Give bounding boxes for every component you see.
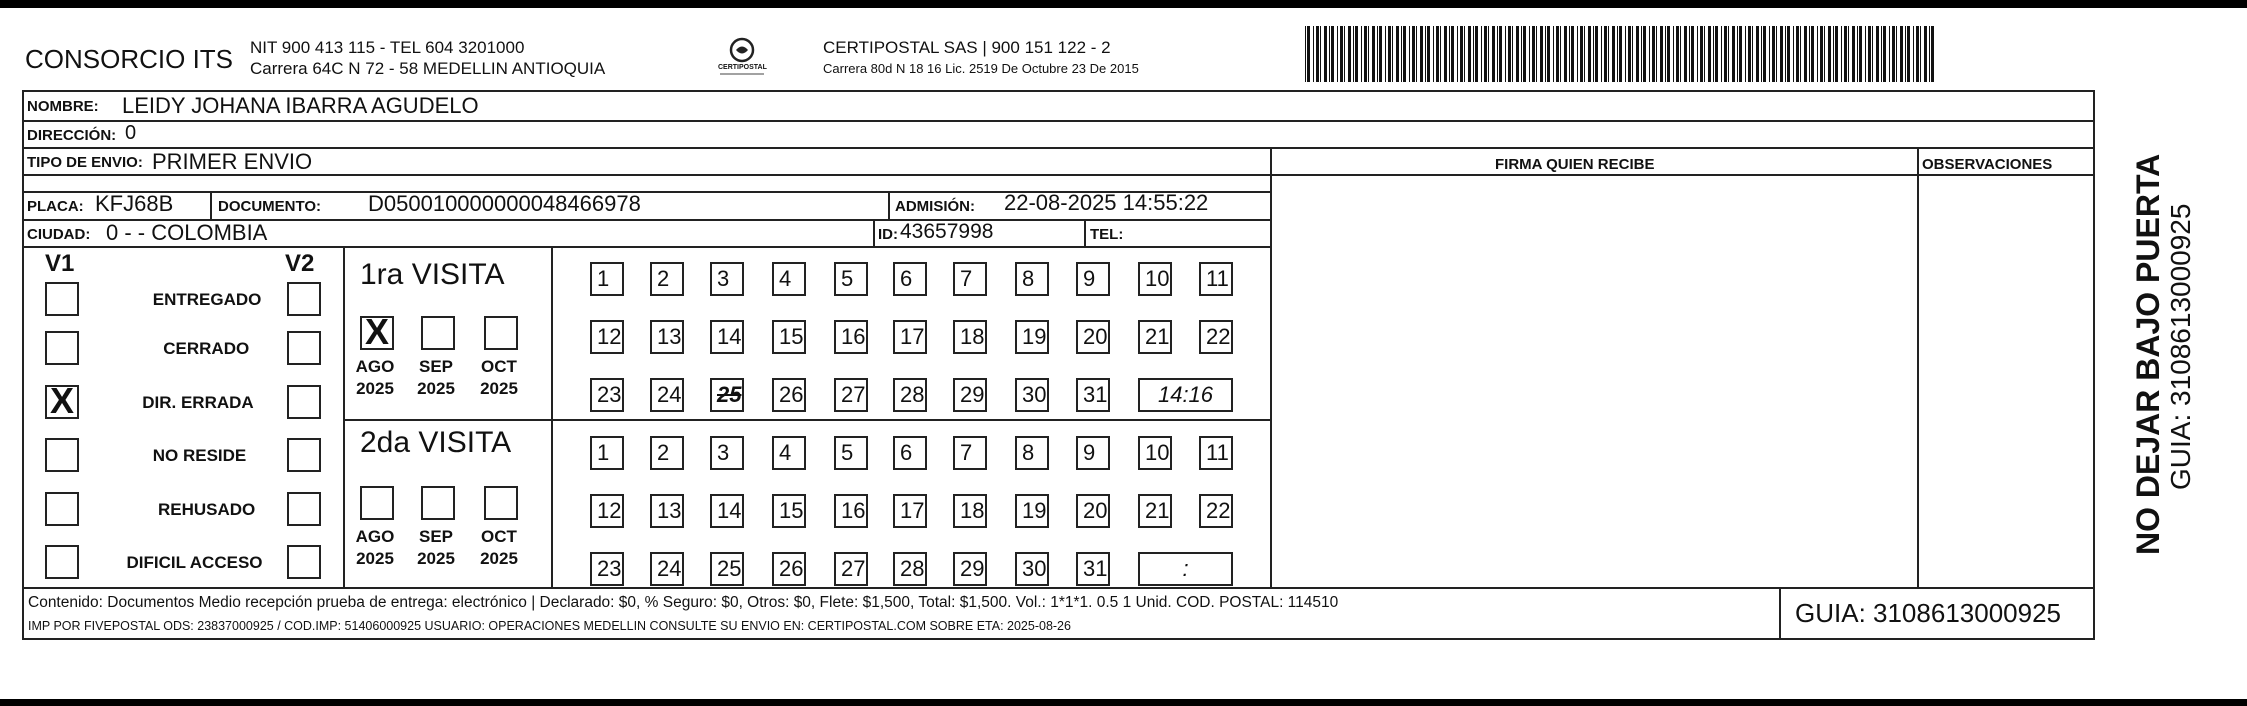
barcode-bar [1820,26,1823,82]
barcode-bar [1872,26,1873,82]
direccion-value: 0 [125,122,137,144]
barcode-bar [1916,26,1919,82]
barcode-bar [1907,26,1910,82]
barcode-bar [1512,26,1513,82]
barcode-bar [1713,26,1714,82]
v2-checkbox [287,545,321,579]
barcode-bar [1632,26,1633,82]
certipostal-logo [712,36,772,80]
barcode-bar [1532,26,1535,82]
barcode-bar [1748,26,1751,82]
barcode-bar [1724,26,1727,82]
barcode-bar [1601,26,1602,82]
day-box: 28 [893,552,927,586]
day-box: 24 [650,552,684,586]
day-box: 7 [953,436,987,470]
day-box: 4 [772,436,806,470]
day-box: 26 [772,378,806,412]
day-box: 5 [834,262,868,296]
v2-header: V2 [285,250,315,277]
day-box: 26 [772,552,806,586]
day-box: 31 [1076,552,1110,586]
barcode-bar [1368,26,1369,82]
day-box: 22 [1199,494,1233,528]
barcode-bar [1881,26,1882,82]
barcode-bar [1355,26,1358,82]
barcode-bar [1857,26,1858,82]
barcode-bar [1449,26,1450,82]
barcode-bar [1691,26,1694,82]
barcode-bar [1331,26,1334,82]
day-box: 27 [834,552,868,586]
barcode-bar [1392,26,1393,82]
tipo-envio-value: PRIMER ENVIO [152,149,313,174]
barcode-bar [1488,26,1489,82]
barcode-bar [1785,26,1786,82]
barcode-bar [1444,26,1447,82]
status-label: CERRADO [163,339,250,358]
placa-label: PLACA: [27,198,84,215]
day-box: 9 [1076,262,1110,296]
day-box: 29 [953,378,987,412]
barcode-bar [1763,26,1766,82]
barcode-bar [1475,26,1478,82]
barcode-bar [1560,26,1561,82]
barcode-bar [1649,26,1650,82]
barcode-bar [1385,26,1386,82]
barcode-bar [1896,26,1897,82]
barcode-bar [1636,26,1639,82]
day-box: 20 [1076,494,1110,528]
logo-text: CERTIPOSTAL [718,64,767,71]
admision-value: 22-08-2025 14:55:22 [1004,190,1209,215]
barcode-bar [1593,26,1594,82]
direccion-label: DIRECCIÓN: [27,127,117,144]
day-box: 14 [710,320,744,354]
day-box: 21 [1138,494,1172,528]
v2-checkbox [287,385,321,419]
barcode-bar [1844,26,1847,82]
barcode-bar [1772,26,1775,82]
contenido-line: Contenido: Documentos Medio recepción prueba de entrega: electrónico | Declarado: $0, % Seguro: $0, Otros: $0, Flete: $1,500, Total: $1,500. Vol.: 1*1*1. 0.5 1 Unid. COD. POSTAL: 114510 [28,594,1339,611]
day-box: 27 [834,378,868,412]
barcode-bar [1761,26,1762,82]
day-box: 17 [893,320,927,354]
barcode-bar [1776,26,1777,82]
barcode-bar [1833,26,1834,82]
barcode-bar [1619,26,1622,82]
v1-checkbox [45,545,79,579]
nombre-label: NOMBRE: [27,98,99,115]
barcode-bar [1316,26,1319,82]
barcode-bar [1305,26,1306,82]
barcode-bar [1824,26,1825,82]
barcode-bar [1337,26,1338,82]
v1-checkbox: X [45,385,79,419]
year-label: 2025 [356,379,394,398]
day-box: 21 [1138,320,1172,354]
time-box: 14:16 [1138,378,1233,412]
v1-checkbox [45,492,79,526]
barcode-bar [1497,26,1498,82]
barcode-bar [1796,26,1799,82]
time-box: : [1138,552,1233,586]
barcode-bar [1348,26,1351,82]
certipostal-line1: CERTIPOSTAL SAS | 900 151 122 - 2 [823,38,1111,57]
day-box: 19 [1015,494,1049,528]
barcode-bar [1656,26,1657,82]
month-label: SEP [418,527,454,546]
day-box: 20 [1076,320,1110,354]
id-value: 43657998 [900,220,994,243]
month-label: AGO [355,527,395,546]
day-box: 24 [650,378,684,412]
admision-label: ADMISIÓN: [895,198,975,215]
barcode-bar [1329,26,1330,82]
month-checkbox [360,486,394,520]
id-label: ID: [878,226,898,243]
barcode-bar [1667,26,1670,82]
day-box: 12 [590,320,624,354]
barcode-bar [1883,26,1886,82]
barcode-bar [1800,26,1801,82]
barcode-bar [1529,26,1530,82]
barcode-bar [1436,26,1439,82]
observaciones-label: OBSERVACIONES [1922,156,2053,173]
barcode-bar [1564,26,1567,82]
documento-label: DOCUMENTO: [218,198,322,215]
barcode-bar [1457,26,1458,82]
status-label: DIFICIL ACCESO [126,553,263,572]
barcode-bar [1612,26,1615,82]
barcode-bar [1427,26,1430,82]
day-box: 22 [1199,320,1233,354]
barcode-bar [1715,26,1718,82]
barcode-bar [1804,26,1807,82]
barcode-bar [1460,26,1463,82]
barcode-bar [1547,26,1550,82]
nombre-value: LEIDY JOHANA IBARRA AGUDELO [122,93,479,118]
barcode-bar [1892,26,1895,82]
barcode-bar [1492,26,1495,82]
barcode-bar [1752,26,1753,82]
barcode-bar [1313,26,1314,82]
barcode-bar [1473,26,1474,82]
day-box: 1 [590,436,624,470]
day-box: 2 [650,262,684,296]
barcode-bar [1499,26,1502,82]
tipo-envio-label: TIPO DE ENVIO: [27,154,143,171]
barcode-bar [1780,26,1783,82]
v1-checkbox [45,282,79,316]
day-box: 13 [650,494,684,528]
barcode-bar [1379,26,1382,82]
day-box: 16 [834,320,868,354]
barcode-bar [1396,26,1399,82]
barcode-bar [1571,26,1574,82]
barcode-bar [1604,26,1607,82]
barcode-bar [1732,26,1735,82]
barcode-bar [1811,26,1814,82]
tel-label: TEL: [1090,226,1124,243]
barcode-bar [1676,26,1679,82]
barcode-bar [1508,26,1511,82]
day-box: 13 [650,320,684,354]
barcode-bar [1931,26,1934,82]
day-box: 10 [1138,436,1172,470]
barcode-bar [1377,26,1378,82]
barcode-bar [1412,26,1415,82]
barcode-bar [1464,26,1465,82]
guia-footer: GUIA: 3108613000925 [1795,598,2061,628]
documento-value: D050010000000048466978 [368,191,641,216]
barcode-bar [1769,26,1770,82]
day-box: 15 [772,320,806,354]
status-label: REHUSADO [158,500,256,519]
barcode-bar [1643,26,1646,82]
barcode-bar [1403,26,1406,82]
day-box: 15 [772,494,806,528]
barcode-bar [1913,26,1914,82]
barcode-bar [1756,26,1759,82]
barcode-bar [1625,26,1626,82]
barcode-bar [1523,26,1526,82]
day-box: 11 [1199,436,1233,470]
barcode-bar [1728,26,1729,82]
status-label: ENTREGADO [152,290,262,309]
v1-header: V1 [45,250,75,277]
barcode-bar [1920,26,1921,82]
year-label: 2025 [417,379,455,398]
day-box: 11 [1199,262,1233,296]
barcode-bar [1595,26,1598,82]
visit1-title: 1ra VISITA [360,258,505,291]
barcode-bar [1420,26,1423,82]
no-dejar-bajo-puerta: NO DEJAR BAJO PUERTA [2130,153,2166,555]
day-box: 25 [710,378,744,412]
barcode-bar [1588,26,1591,82]
year-label: 2025 [417,549,455,568]
month-checkbox [421,486,455,520]
day-box: 29 [953,552,987,586]
barcode-bar [1859,26,1862,82]
day-box: 6 [893,262,927,296]
month-label: OCT [481,357,517,376]
day-box: 12 [590,494,624,528]
barcode-bar [1704,26,1705,82]
month-checkbox [484,316,518,350]
barcode-bar [1737,26,1738,82]
day-box: 2 [650,436,684,470]
firma-label: FIRMA QUIEN RECIBE [1495,156,1655,173]
day-box: 14 [710,494,744,528]
barcode-bar [1516,26,1519,82]
v1-checkbox [45,438,79,472]
barcode-bar [1425,26,1426,82]
status-label: DIR. ERRADA [142,393,254,412]
day-box: 31 [1076,378,1110,412]
bottom-border [0,699,2247,706]
barcode-bar [1580,26,1583,82]
barcode-bar [1401,26,1402,82]
side-guia: GUIA: 3108613000925 [2165,203,2196,490]
barcode-bar [1889,26,1890,82]
barcode-bar [1793,26,1794,82]
barcode-bar [1905,26,1906,82]
imp-line: IMP POR FIVEPOSTAL ODS: 23837000925 / COD.IMP: 51406000925 USUARIO: OPERACIONES MEDELLIN CONSULTE SU ENVIO EN: CERTIPOSTAL.COM SOBRE ETA: 2025-08-26 [28,619,1071,633]
barcode-bar [1900,26,1903,82]
barcode-bar [1433,26,1434,82]
barcode-bar [1545,26,1546,82]
barcode-bar [1481,26,1482,82]
barcode-bar [1628,26,1631,82]
day-box: 16 [834,494,868,528]
day-box: 18 [953,320,987,354]
month-checkbox: X [360,316,394,350]
barcode-bar [1680,26,1681,82]
barcode-bar [1841,26,1842,82]
day-box: 1 [590,262,624,296]
v2-checkbox [287,438,321,472]
barcode-bar [1835,26,1838,82]
month-label: AGO [355,357,395,376]
barcode-bar [1617,26,1618,82]
barcode-bar [1787,26,1790,82]
day-box: 5 [834,436,868,470]
company-name: CONSORCIO ITS [25,44,234,74]
barcode-bar [1540,26,1543,82]
certipostal-line2: Carrera 80d N 18 16 Lic. 2519 De Octubre 23 De 2015 [823,61,1139,76]
top-border [0,0,2247,8]
barcode-bar [1484,26,1487,82]
barcode-bar [1361,26,1362,82]
barcode-bar [1577,26,1578,82]
barcode-bar [1388,26,1391,82]
day-box: 19 [1015,320,1049,354]
year-label: 2025 [356,549,394,568]
barcode-bar [1665,26,1666,82]
barcode-bar [1569,26,1570,82]
day-box: 30 [1015,552,1049,586]
month-label: OCT [481,527,517,546]
barcode-bar [1924,26,1927,82]
v2-checkbox [287,282,321,316]
ciudad-value: 0 - - COLOMBIA [106,220,268,245]
address-line: Carrera 64C N 72 - 58 MEDELLIN ANTIOQUIA [250,59,606,78]
barcode-bar [1828,26,1831,82]
barcode-bar [1876,26,1879,82]
barcode-bar [1521,26,1522,82]
barcode-bar [1505,26,1506,82]
barcode-bar [1739,26,1742,82]
month-checkbox [484,486,518,520]
nit-line: NIT 900 413 115 - TEL 604 3201000 [250,38,525,57]
placa-value: KFJ68B [95,191,174,216]
month-checkbox [421,316,455,350]
barcode-bar [1440,26,1441,82]
day-box: 4 [772,262,806,296]
day-box: 8 [1015,436,1049,470]
month-label: SEP [418,357,454,376]
barcode-bar [1868,26,1871,82]
day-box: 18 [953,494,987,528]
day-box: 17 [893,494,927,528]
barcode-bar [1553,26,1554,82]
barcode-bar [1673,26,1674,82]
barcode-bar [1700,26,1703,82]
barcode-bar [1307,26,1310,82]
day-box: 28 [893,378,927,412]
barcode-bar [1409,26,1410,82]
ciudad-label: CIUDAD: [27,226,91,243]
barcode-bar [1697,26,1698,82]
barcode-bar [1372,26,1375,82]
v2-checkbox [287,492,321,526]
day-box: 9 [1076,436,1110,470]
day-box: 7 [953,262,987,296]
day-box: 6 [893,436,927,470]
barcode-bar [1721,26,1722,82]
barcode-bar [1817,26,1818,82]
barcode-bar [1468,26,1471,82]
v2-checkbox [287,331,321,365]
barcode-bar [1745,26,1746,82]
barcode-bar [1848,26,1849,82]
day-box: 23 [590,378,624,412]
barcode-bar [1809,26,1810,82]
day-box: 10 [1138,262,1172,296]
barcode-bar [1608,26,1609,82]
barcode-bar [1324,26,1327,82]
year-label: 2025 [480,549,518,568]
barcode-bar [1451,26,1454,82]
day-box: 30 [1015,378,1049,412]
day-box: 8 [1015,262,1049,296]
year-label: 2025 [480,379,518,398]
v1-checkbox [45,331,79,365]
barcode-bar [1708,26,1711,82]
barcode-bar [1865,26,1866,82]
barcode-bar [1689,26,1690,82]
barcode-bar [1584,26,1585,82]
barcode-bar [1929,26,1930,82]
day-box: 3 [710,262,744,296]
barcode-bar [1364,26,1367,82]
day-box: 25 [710,552,744,586]
barcode-bar [1852,26,1855,82]
barcode-bar [1641,26,1642,82]
barcode-bar [1320,26,1321,82]
visit2-title: 2da VISITA [360,426,512,459]
barcode-bar [1353,26,1354,82]
barcode-bar [1344,26,1345,82]
barcode [1305,26,1940,84]
barcode-bar [1340,26,1343,82]
status-label: NO RESIDE [152,446,247,465]
day-box: 3 [710,436,744,470]
barcode-bar [1416,26,1417,82]
barcode-bar [1652,26,1655,82]
barcode-bar [1556,26,1559,82]
barcode-bar [1684,26,1687,82]
form-frame [22,90,2095,640]
day-box: 23 [590,552,624,586]
barcode-bar [1660,26,1663,82]
barcode-bar [1536,26,1537,82]
